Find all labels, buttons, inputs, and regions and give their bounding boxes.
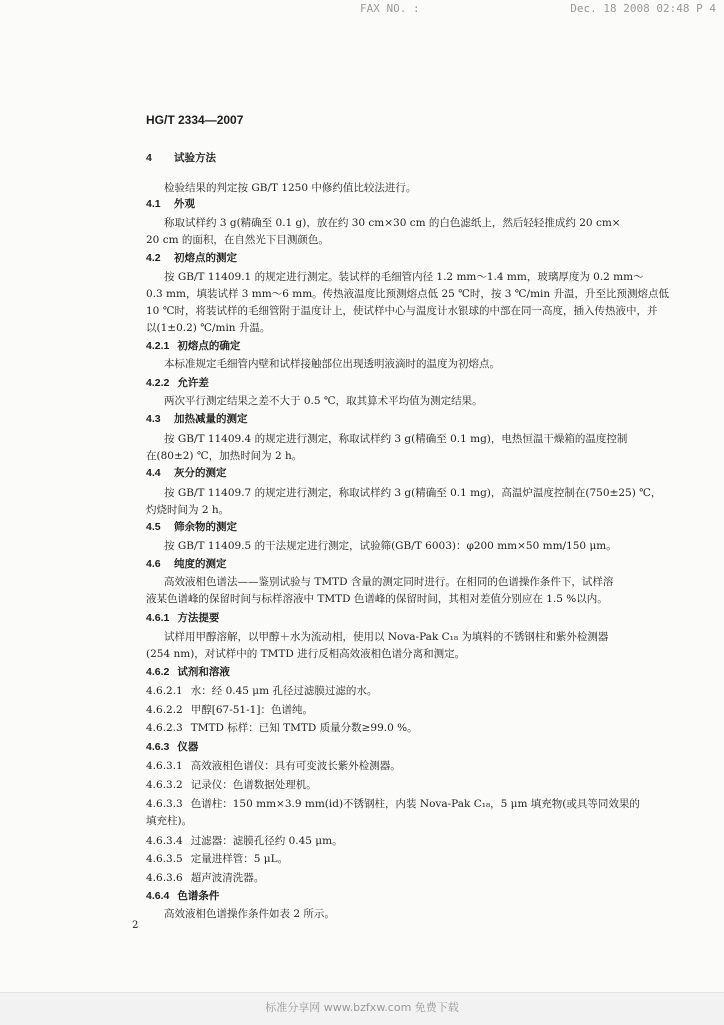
section-number: 4.2.2 <box>146 377 170 389</box>
body-text-line <box>146 814 192 828</box>
section-line <box>146 412 248 426</box>
section-number: 4 <box>146 152 152 164</box>
section-line <box>146 376 209 390</box>
line-text: 填充柱)。 <box>146 815 193 827</box>
body-text-line <box>164 357 500 371</box>
line-text: 色谱柱：150 mm×3.9 mm(id)不锈钢柱，内装 Nova-Pak C₁₈，5 μm 填充物(或具等同效果的 <box>190 798 640 810</box>
section-line <box>146 721 418 735</box>
section-line <box>146 611 219 625</box>
line-text: 色谱条件 <box>177 890 220 902</box>
section-line <box>146 520 237 534</box>
line-text: 加热减量的测定 <box>174 413 248 425</box>
line-text: 筛余物的测定 <box>174 521 237 533</box>
line-text: 方法提要 <box>177 612 220 624</box>
line-text: 按 GB/T 11409.1 的规定进行测定。装试样的毛细管内径 1.2 mm～1.4 mm，玻璃厚度为 0.2 mm～ <box>164 271 644 283</box>
line-text: 记录仪：色谱数据处理机。 <box>190 779 317 791</box>
line-text: 灼烧时间为 2 h。 <box>146 504 230 516</box>
section-line <box>146 797 640 811</box>
page-number: 2 <box>132 920 139 931</box>
line-text: 纯度的测定 <box>174 558 227 570</box>
body-text-line <box>164 486 661 500</box>
line-text: 检验结果的判定按 GB/T 1250 中修约值比较法进行。 <box>164 182 417 194</box>
line-text: 灰分的测定 <box>174 467 227 479</box>
section-number: 4.6.3 <box>146 741 170 753</box>
section-line <box>146 557 227 571</box>
line-text: 初熔点的测定 <box>174 252 237 264</box>
section-line <box>146 703 313 717</box>
line-text: 甲醇[67-51-1]：色谱纯。 <box>190 704 313 716</box>
section-line <box>146 684 377 698</box>
section-number: 4.6.4 <box>146 890 170 902</box>
section-line <box>146 778 317 792</box>
section-number: 4.2.1 <box>146 340 170 352</box>
section-number: 4.6.2.1 <box>146 685 183 697</box>
section-number: 4.2 <box>146 252 161 264</box>
line-text: 按 GB/T 11409.5 的干法规定进行测定，试验筛(GB/T 6003)：φ200 mm×50 mm/150 μm。 <box>164 540 617 552</box>
line-text: 20 cm 的面积，在自然光下目测颜色。 <box>146 234 329 246</box>
section-number: 4.5 <box>146 521 161 533</box>
body-text-line <box>146 321 270 335</box>
section-number: 4.3 <box>146 413 161 425</box>
section-line <box>146 197 195 211</box>
line-text: 高效液相色谱操作条件如表 2 所示。 <box>164 908 335 920</box>
body-text-line <box>164 432 627 446</box>
section-line <box>146 339 240 353</box>
body-text-line <box>146 503 229 517</box>
section-line <box>146 251 237 265</box>
section-line <box>146 665 230 679</box>
line-text: 两次平行测定结果之差不大于 0.5 ℃，取其算术平均值为测定结果。 <box>164 395 483 407</box>
line-text: 按 GB/T 11409.4 的规定进行测定，称取试样约 3 g(精确至 0.1 mg)，电热恒温干燥箱的温度控制 <box>164 433 628 445</box>
line-text: 本标准规定毛细管内壁和试样接触部位出现透明液滴时的温度为初熔点。 <box>164 358 500 370</box>
line-text: 允许差 <box>177 377 209 389</box>
section-line <box>146 740 198 754</box>
body-text-line <box>164 270 644 284</box>
body-text-line <box>164 181 416 195</box>
line-text: 定量进样管：5 μL。 <box>190 853 289 865</box>
watermark-footer: 标准分享网 www.bzfxw.com 免费下载 <box>0 992 724 1025</box>
line-text: 试剂和溶液 <box>177 666 230 678</box>
body-text-line <box>164 539 617 553</box>
line-text: 试样用甲醇溶解，以甲醇＋水为流动相，使用以 Nova-Pak C₁₈ 为填料的不锈钢柱和紫外检测器 <box>164 631 609 643</box>
fax-timestamp: Dec. 18 2008 02:48 P 4 <box>570 2 716 15</box>
body-text-line <box>164 575 613 589</box>
body-text-line <box>146 647 465 661</box>
document-code: HG/T 2334—2007 <box>146 113 244 127</box>
section-number: 4.4 <box>146 467 161 479</box>
line-text: 水：经 0.45 μm 孔径过滤膜过滤的水。 <box>190 685 378 697</box>
section-number: 4.6.3.3 <box>146 798 183 810</box>
fax-number: FAX NO. : <box>360 2 420 15</box>
section-number: 4.6.3.1 <box>146 760 183 772</box>
line-text: 以(1±0.2) ℃/min 升温。 <box>146 322 271 334</box>
line-text: 在(80±2) ℃，加热时间为 2 h。 <box>146 450 303 462</box>
section-number: 4.6.3.4 <box>146 835 183 847</box>
body-text-line <box>164 907 335 921</box>
fax-header <box>360 2 716 16</box>
body-text-line <box>164 394 483 408</box>
line-text: TMTD 标样：已知 TMTD 质量分数≥99.0 %。 <box>190 722 418 734</box>
section-line <box>146 834 343 848</box>
body-text-line <box>146 304 657 318</box>
section-line <box>146 151 216 165</box>
line-text: 仪器 <box>177 741 199 753</box>
body-text-line <box>146 287 669 301</box>
section-line <box>146 871 264 885</box>
line-text: 试验方法 <box>174 152 216 164</box>
section-number: 4.6 <box>146 558 161 570</box>
line-text: 初熔点的确定 <box>177 340 241 352</box>
line-text: 高效液相色谱法——鉴别试验与 TMTD 含量的测定同时进行。在相同的色谱操作条件下，试样溶 <box>164 576 614 588</box>
section-line <box>146 466 227 480</box>
section-number: 4.6.1 <box>146 612 170 624</box>
body-text-line <box>146 449 302 463</box>
line-text: 液某色谱峰的保留时间与标样溶液中 TMTD 色谱峰的保留时间，其相对差值分别应在 1.5 %以内。 <box>146 593 608 605</box>
line-text: 称取试样约 3 g(精确至 0.1 g)，放在约 30 cm×30 cm 的白色滤纸上，然后轻轻推成约 20 cm× <box>164 217 621 229</box>
section-number: 4.6.3.5 <box>146 853 183 865</box>
section-number: 4.6.3.2 <box>146 779 183 791</box>
section-line <box>146 852 288 866</box>
line-text: 10 ℃时，将装试样的毛细管附于温度计上，使试样中心与温度计水银球的中部在同一高度，插入传热液中，并 <box>146 305 658 317</box>
section-number: 4.6.2.3 <box>146 722 183 734</box>
section-line <box>146 759 401 773</box>
line-text: 外观 <box>174 198 195 210</box>
body-text-line <box>164 630 608 644</box>
line-text: 超声波清洗器。 <box>190 872 265 884</box>
section-number: 4.6.2 <box>146 666 170 678</box>
section-number: 4.6.2.2 <box>146 704 183 716</box>
body-text-line <box>146 233 329 247</box>
line-text: 高效液相色谱仪：具有可变波长紫外检测器。 <box>190 760 401 772</box>
body-text-line <box>164 216 621 230</box>
section-number: 4.1 <box>146 198 161 210</box>
line-text: (254 nm)，对试样中的 TMTD 进行反相高效液相色谱分离和测定。 <box>146 648 466 660</box>
section-line <box>146 889 219 903</box>
line-text: 过滤器：滤膜孔径约 0.45 μm。 <box>190 835 343 847</box>
line-text: 0.3 mm，填装试样 3 mm～6 mm。传热液温度比预测熔点低 25 ℃时，按 3 ℃/min 升温，升至比预测熔点低 <box>146 288 669 300</box>
body-text-line <box>146 592 608 606</box>
section-number: 4.6.3.6 <box>146 872 183 884</box>
line-text: 按 GB/T 11409.7 的规定进行测定，称取试样约 3 g(精确至 0.1 mg)，高温炉温度控制在(750±25) ℃， <box>164 487 662 499</box>
